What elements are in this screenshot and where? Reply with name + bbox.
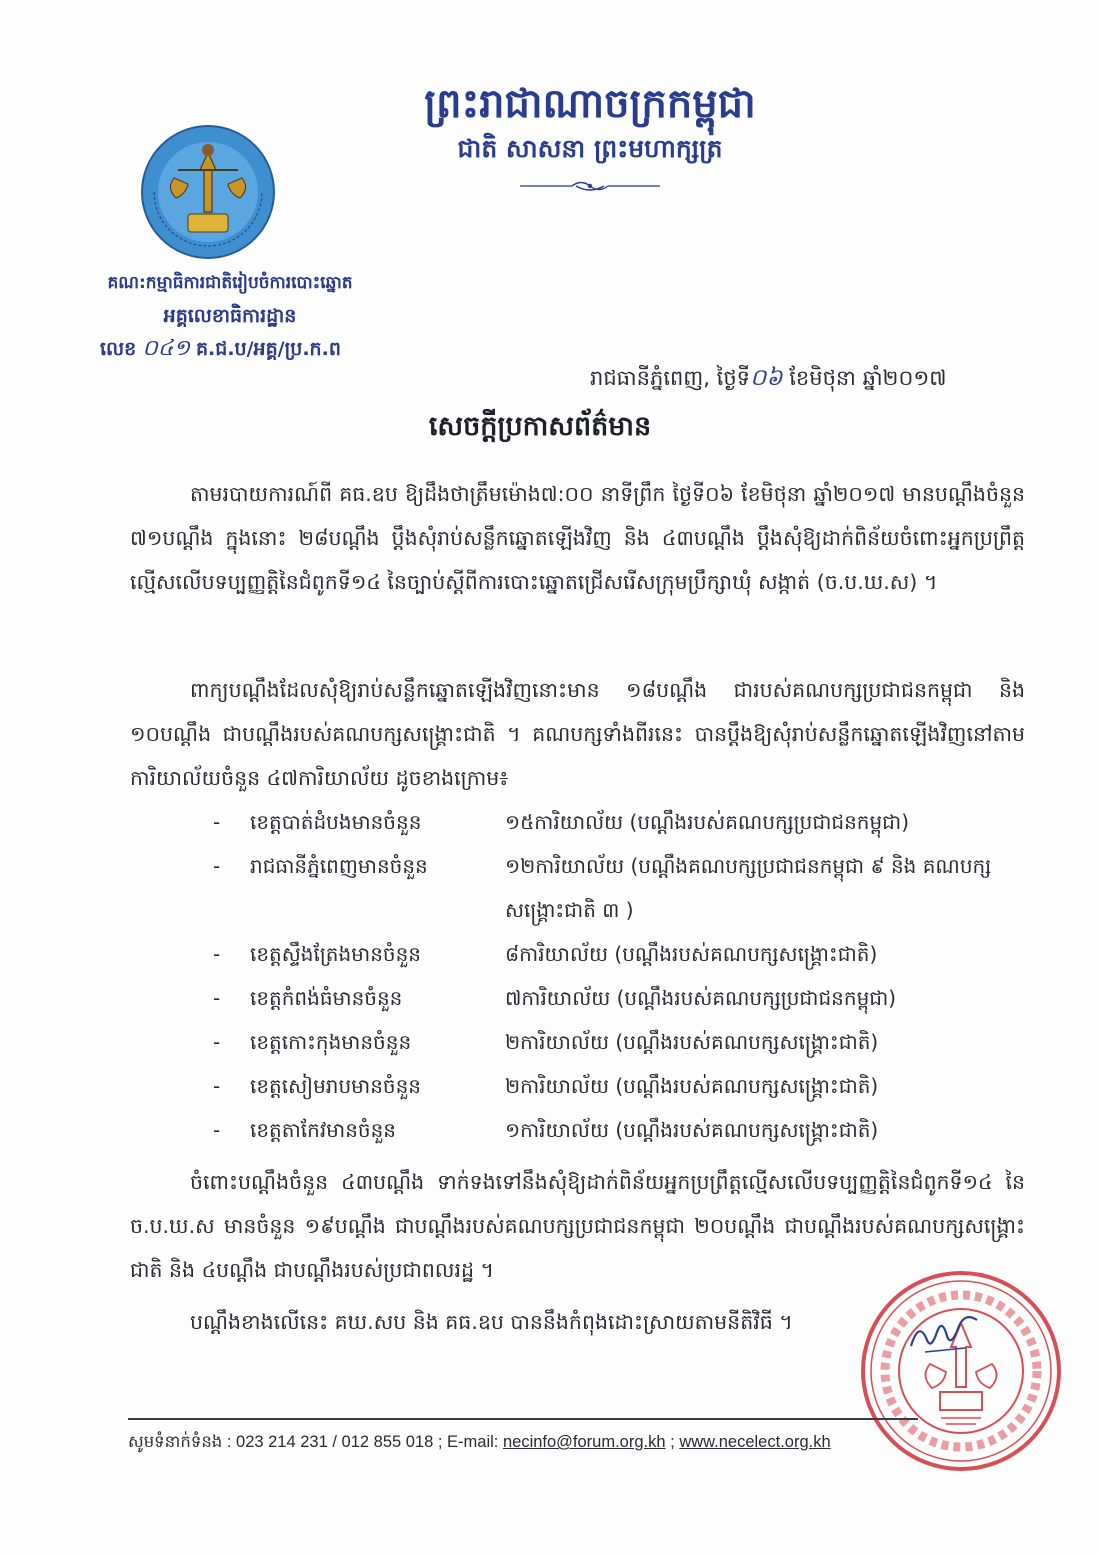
- date-month-year: ខែមិថុនា ឆ្នាំ២០១៧: [782, 366, 947, 390]
- date-prefix: រាជធានីភ្នំពេញ, ថ្ងៃទី: [590, 366, 750, 390]
- province-name: ខេត្តសៀមរាបមានចំនួន: [250, 1074, 421, 1098]
- office-detail: ១២ការិយាល័យ (បណ្ដឹងគណបក្សប្រជាជនកម្ពុជា ៩ និង គណបក្សសង្គ្រោះជាតិ ៣ ): [505, 854, 992, 922]
- footer-contact: [128, 1432, 831, 1456]
- document-date: [590, 364, 946, 397]
- website-link[interactable]: www.necelect.org.kh: [679, 1433, 831, 1451]
- list-bullet: -: [213, 1030, 221, 1054]
- paragraph-1: [130, 472, 1025, 604]
- reference-number-value: ០៤១: [142, 336, 190, 361]
- list-item: [205, 1064, 1035, 1108]
- contact-label: សូមទំនាក់ទំនង : 023 214 231 / 012 855 018 ; E-mail:: [128, 1433, 503, 1451]
- list-item: [205, 932, 1035, 976]
- list-item: [205, 800, 1035, 844]
- office-detail: ២ការិយាល័យ (បណ្ដឹងរបស់គណបក្សសង្គ្រោះជាតិ): [505, 1074, 879, 1098]
- list-item: [205, 1020, 1035, 1064]
- province-name: ខេត្តកោះកុងមានចំនួន: [250, 1030, 412, 1054]
- reference-label: លេខ: [100, 338, 137, 360]
- list-bullet: -: [213, 1118, 221, 1142]
- paragraph-4-text: បណ្ដឹងខាងលើនេះ គឃ.សប និង គធ.ឧប បាននឹងកំពុងដោះស្រាយតាមនីតិវិធី ។: [190, 1310, 793, 1334]
- list-bullet: -: [213, 942, 221, 966]
- list-item: [205, 1108, 1035, 1152]
- footer-separator: ;: [665, 1433, 680, 1451]
- official-seal-icon: [858, 1268, 1064, 1474]
- list-bullet: -: [213, 1074, 221, 1098]
- national-motto: ជាតិ សាសនា ព្រះមហាក្សត្រ: [457, 134, 723, 163]
- date-day: ០៦: [749, 365, 783, 391]
- reference-suffix: គ.ជ.ប/អគ្គ/ប្រ.ក.ព: [196, 338, 341, 360]
- office-detail: ១ការិយាល័យ (បណ្ដឹងរបស់គណបក្សសង្គ្រោះជាតិ): [505, 1118, 879, 1142]
- list-item: [205, 976, 1035, 1020]
- issuer-department: អគ្គលេខាធិការដ្ឋាន: [163, 305, 297, 327]
- signature-icon: [905, 1310, 985, 1360]
- nec-emblem-icon: [138, 122, 278, 262]
- issuer-organization: គណ:កម្មាធិការជាតិរៀបចំការបោះឆ្នោត: [107, 273, 353, 293]
- email-link[interactable]: necinfo@forum.org.kh: [502, 1433, 666, 1451]
- paragraph-2-text: ពាក្យបណ្ដឹងដែលសុំឱ្យរាប់សន្លឹកឆ្នោតឡើងវិញនោះមាន ១៨បណ្ដឹង ជារបស់គណបក្សប្រជាជនកម្ពុជា និង ១០បណ្ដឹង ជាបណ្ដឹងរបស់គណបក្សសង្គ្រោះជាតិ ។ គណបក្សទាំងពីរនេះ បានប្ដឹងឱ្យសុំរាប់សន្លឹកឆ្នោតឡើងវិញនៅតាមការិយាល័យចំនួន ៤៧ការិយាល័យ ដូចខាងក្រោម៖: [130, 678, 1025, 790]
- paragraph-1-text: តាមរបាយការណ៍ពី គធ.ឧប ឱ្យដឹងថាត្រឹមម៉ោង៧:០០ នាទីព្រឹក ថ្ងៃទី០៦ ខែមិថុនា ឆ្នាំ២០១៧ មានបណ្ដឹងចំនួន ៧១បណ្ដឹង ក្នុងនោះ ២៨បណ្ដឹង ប្ដឹងសុំរាប់សន្លឹកឆ្នោតឡើងវិញ និង ៤៣បណ្ដឹង ប្ដឹងសុំឱ្យដាក់ពិន័យចំពោះអ្នកប្រព្រឹត្តល្មើសលើបទប្បញ្ញត្តិនៃជំពូកទី១៤ នៃច្បាប់ស្ដីពីការបោះឆ្នោតជ្រើសរើសក្រុមប្រឹក្សាឃុំ សង្កាត់ (ច.ប.ឃ.ស) ។: [130, 482, 1025, 594]
- province-name: ខេត្តបាត់ដំបងមានចំនួន: [250, 810, 422, 834]
- list-bullet: -: [213, 986, 221, 1010]
- province-name: ខេត្តកំពង់ធំមានចំនួន: [250, 986, 403, 1010]
- office-detail: ៧ការិយាល័យ (បណ្ដឹងរបស់គណបក្សប្រជាជនកម្ពុជា): [505, 986, 897, 1010]
- office-detail: ៨ការិយាល័យ (បណ្ដឹងរបស់គណបក្សសង្គ្រោះជាតិ): [505, 942, 878, 966]
- paragraph-2: [130, 668, 1025, 800]
- province-name: ខេត្តតាកែវមានចំនួន: [250, 1118, 396, 1142]
- divider-flourish-icon: [520, 176, 660, 196]
- footer-divider: [128, 1418, 918, 1420]
- province-name: រាជធានីភ្នំពេញមានចំនួន: [250, 854, 428, 878]
- reference-number: [100, 334, 341, 366]
- kingdom-heading: ព្រះរាជាណាចក្រកម្ពុជា: [424, 80, 756, 127]
- office-detail: ១៥ការិយាល័យ (បណ្ដឹងរបស់គណបក្សប្រជាជនកម្ពុជា): [505, 810, 909, 834]
- list-bullet: -: [213, 854, 221, 878]
- document-title: សេចក្ដីប្រកាសព័ត៌មាន: [428, 411, 652, 442]
- list-item: [205, 844, 1035, 932]
- paragraph-3-text: ចំពោះបណ្ដឹងចំនួន ៤៣បណ្ដឹង ទាក់ទងទៅនឹងសុំឱ្យដាក់ពិន័យអ្នកប្រព្រឹត្តល្មើសលើបទប្បញ្ញត្តិនៃជំពូកទី១៤ នៃ ច.ប.ឃ.ស មានចំនួន ១៩បណ្ដឹង ជាបណ្ដឹងរបស់គណបក្សប្រជាជនកម្ពុជា ២០បណ្ដឹង ជាបណ្ដឹងរបស់គណបក្សសង្គ្រោះជាតិ និង ៤បណ្ដឹង ជាបណ្ដឹងរបស់ប្រជាពលរដ្ឋ ។: [130, 1170, 1025, 1282]
- list-bullet: -: [213, 810, 221, 834]
- office-list: [205, 800, 1035, 1152]
- province-name: ខេត្តស្ទឹងត្រែងមានចំនួន: [250, 942, 421, 966]
- office-detail: ២ការិយាល័យ (បណ្ដឹងរបស់គណបក្សសង្គ្រោះជាតិ): [505, 1030, 879, 1054]
